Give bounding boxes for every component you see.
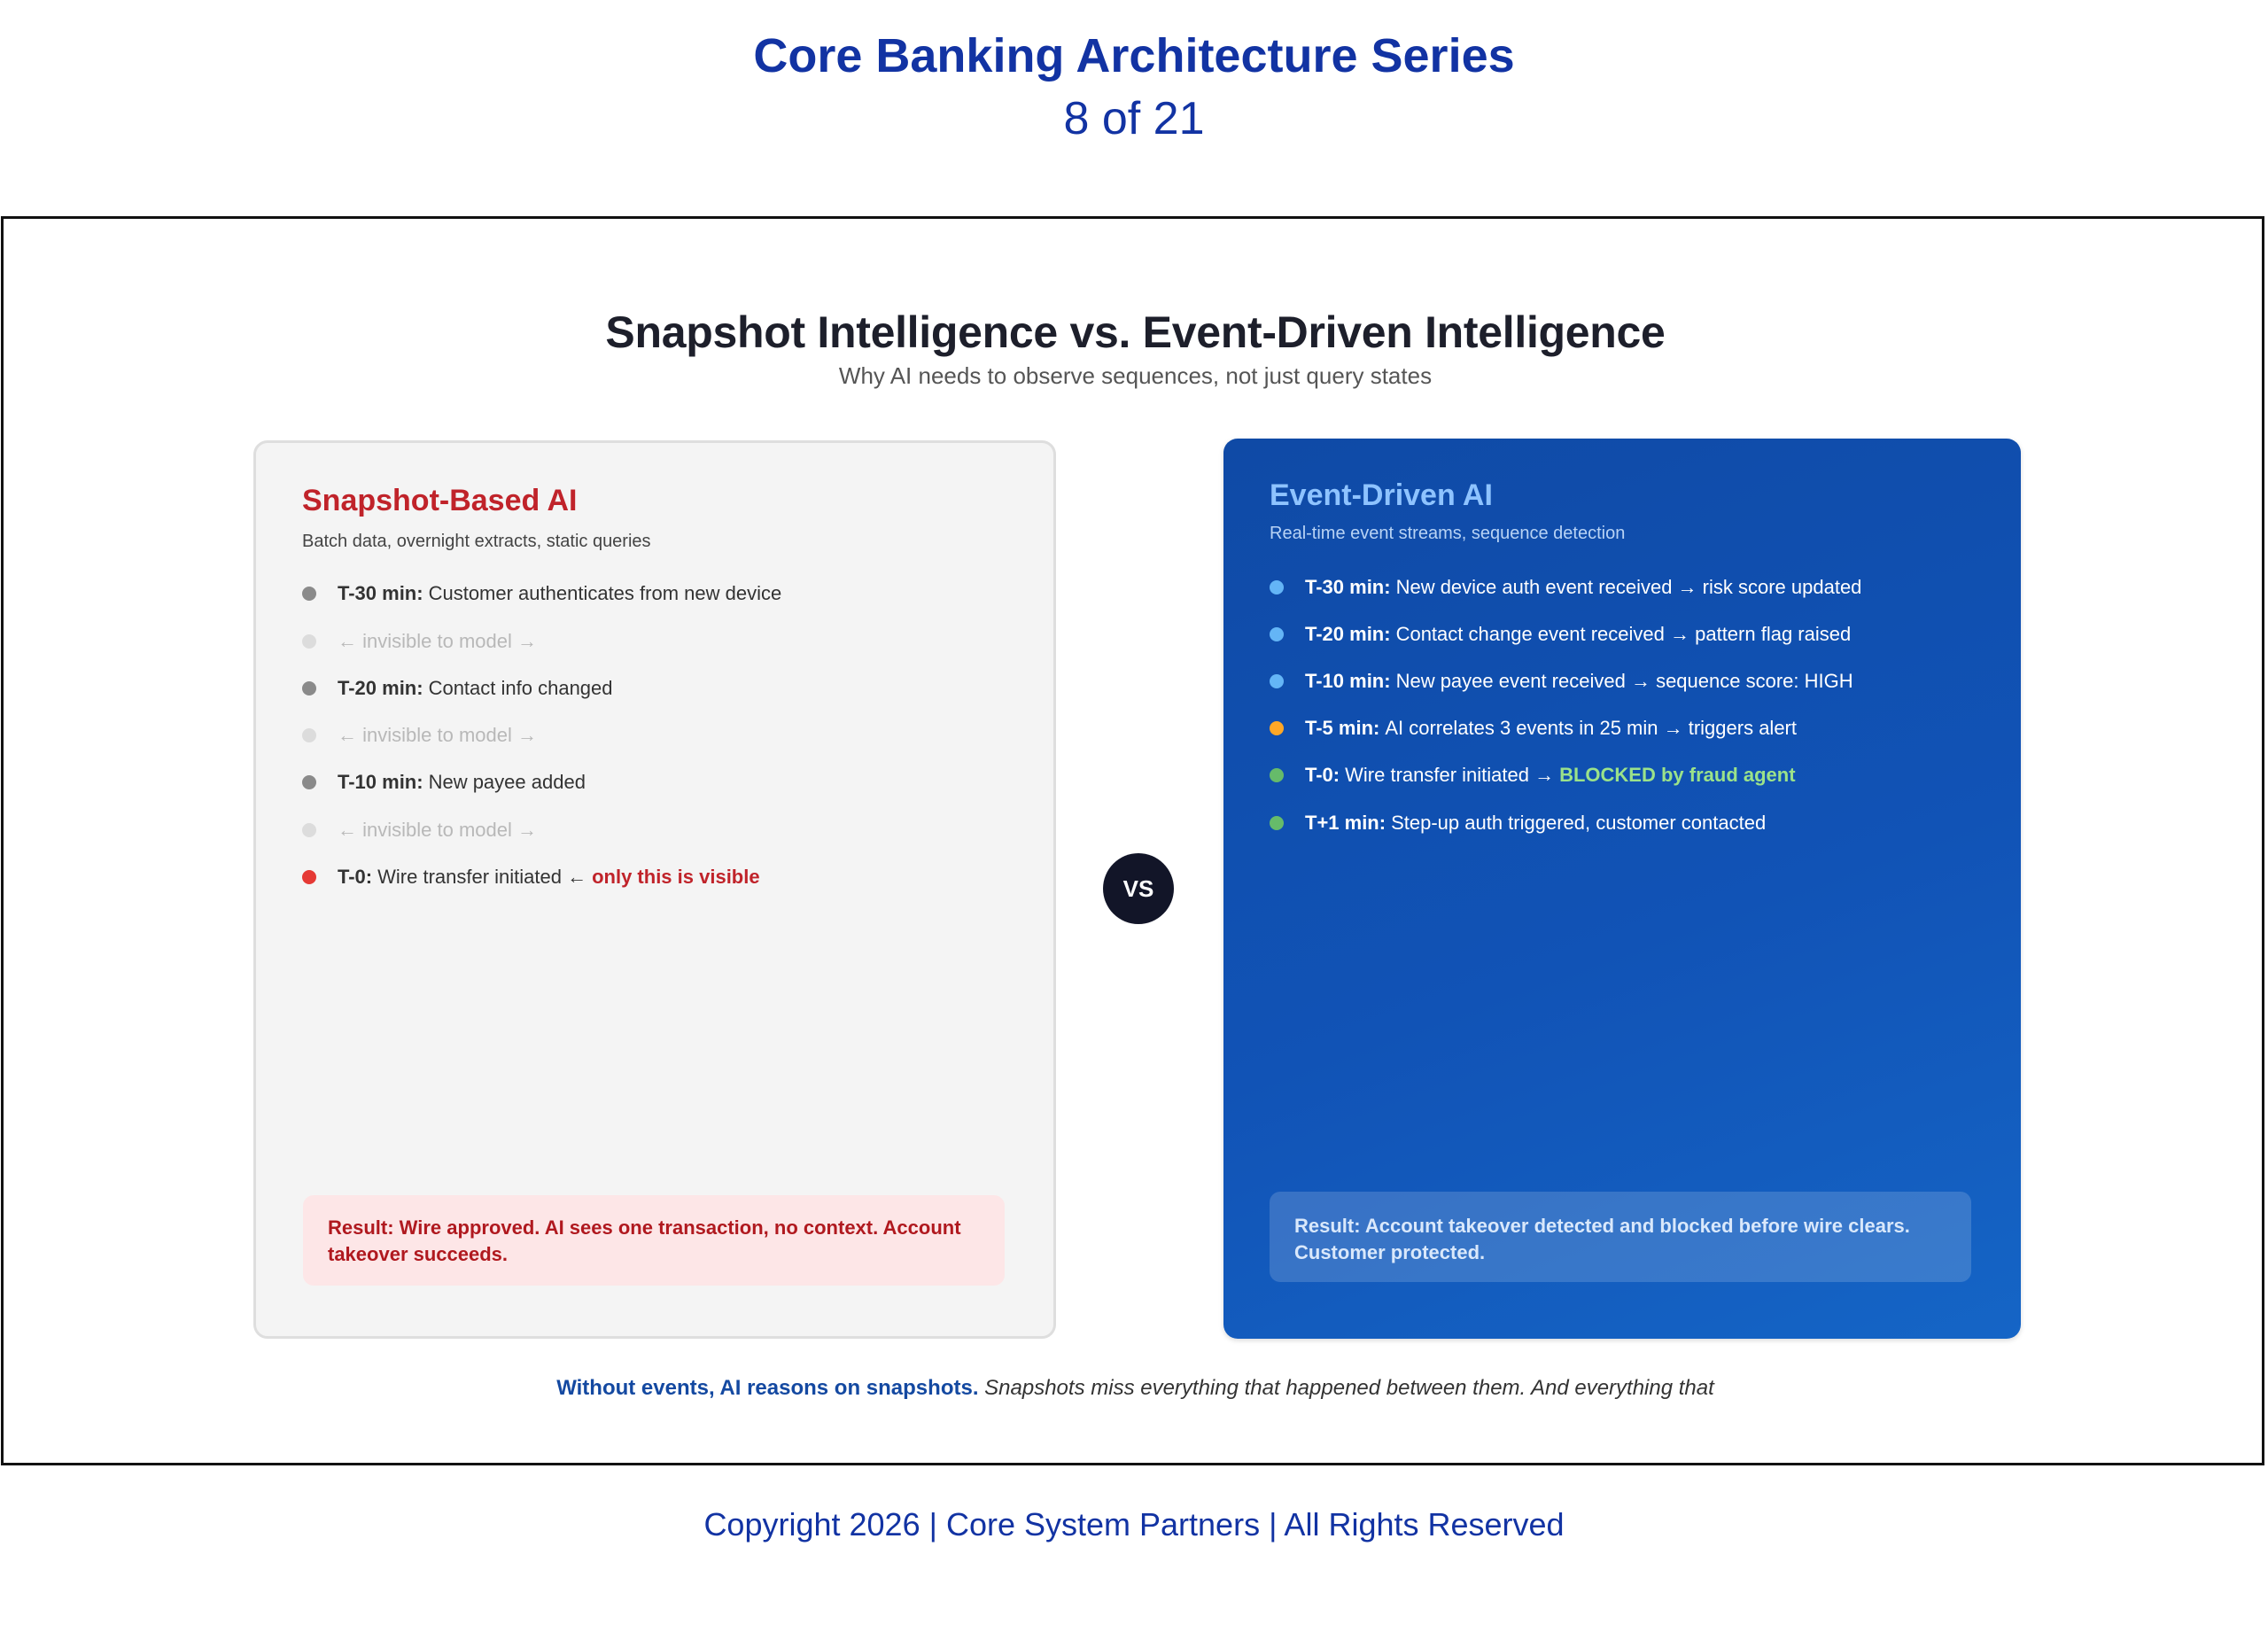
timeline-item [302,819,537,842]
timeline-dot-icon [302,870,316,884]
timeline-item [302,582,781,605]
timeline-text: ← invisible to model → [338,819,537,841]
footnote-strong: Without events, AI reasons on snapshots. [556,1376,979,1400]
footnote-rest: Snapshots miss everything that happened between them. And everything that [984,1376,1714,1400]
event-dot-icon [1270,768,1284,782]
event-item [1270,670,1853,693]
timeline-dot-icon [302,681,316,696]
timeline-dot-icon [302,823,316,837]
timeline-time: T-0: [338,866,373,888]
timeline-item [302,866,760,889]
slide-subtitle: Why AI needs to observe sequences, not just query states [838,362,1433,389]
event-time: T-10 min: [1305,670,1391,692]
event-item [1270,576,1861,599]
timeline-time: T-10 min: [338,771,423,793]
event-time: T-0: [1305,764,1340,786]
timeline-item [302,677,613,700]
event-text: AI correlates 3 events in 25 min → triggers alert [1385,717,1797,739]
timeline-item [302,724,537,747]
timeline-text: Wire transfer initiated ← [377,866,587,888]
timeline-dot-icon [302,728,316,742]
snapshot-card [253,440,1056,1339]
timeline-time: T-30 min: [338,582,423,604]
event-time: T+1 min: [1305,812,1386,834]
event-text: New device auth event received → risk score updated [1395,576,1862,598]
timeline-text: New payee added [428,771,586,793]
event-item [1270,812,1766,835]
event-item [1270,717,1797,740]
page-count: 8 of 21 [1063,93,1205,144]
event-driven-card-title: Event-Driven AI [1270,478,1493,512]
timeline-item [302,771,586,794]
event-driven-card-subtitle: Real-time event streams, sequence detection [1270,524,1626,543]
event-time: T-20 min: [1305,623,1391,645]
event-time: T-5 min: [1305,717,1380,739]
series-title: Core Banking Architecture Series [753,29,1515,82]
event-text: New payee event received → sequence score: HIGH [1395,670,1853,692]
event-dot-icon [1270,721,1284,735]
event-text: Step-up auth triggered, customer contacted [1391,812,1767,834]
timeline-text: ← invisible to model → [338,630,537,652]
timeline-item [302,630,537,653]
visible-highlight: only this is visible [592,866,760,888]
snapshot-card-subtitle: Batch data, overnight extracts, static queries [302,532,651,551]
snapshot-card-title: Snapshot-Based AI [302,484,578,517]
blocked-highlight: BLOCKED by fraud agent [1559,764,1796,786]
event-text: Contact change event received → pattern flag raised [1395,623,1852,645]
event-dot-icon [1270,627,1284,641]
event-driven-card [1223,439,2021,1339]
timeline-dot-icon [302,775,316,789]
event-time: T-30 min: [1305,576,1391,598]
copyright: Copyright 2026 | Core System Partners | All Rights Reserved [703,1506,1565,1543]
vs-badge: VS [1103,853,1174,924]
event-driven-result: Result: Account takeover detected and blocked before wire clears. Customer protected. [1270,1192,1971,1282]
event-item [1270,764,1796,787]
event-dot-icon [1270,580,1284,595]
snapshot-result: Result: Wire approved. AI sees one transaction, no context. Account takeover succeeds. [303,1195,1005,1286]
slide-frame [1,216,2264,1465]
event-item [1270,623,1851,646]
timeline-dot-icon [302,587,316,601]
slide-title: Snapshot Intelligence vs. Event-Driven Intelligence [605,307,1666,357]
event-text: Wire transfer initiated → [1345,764,1555,786]
footnote [4,1376,2267,1401]
event-dot-icon [1270,674,1284,688]
event-dot-icon [1270,816,1284,830]
timeline-text: ← invisible to model → [338,724,537,746]
timeline-time: T-20 min: [338,677,423,699]
timeline-text: Contact info changed [428,677,613,699]
timeline-dot-icon [302,634,316,649]
timeline-text: Customer authenticates from new device [428,582,782,604]
